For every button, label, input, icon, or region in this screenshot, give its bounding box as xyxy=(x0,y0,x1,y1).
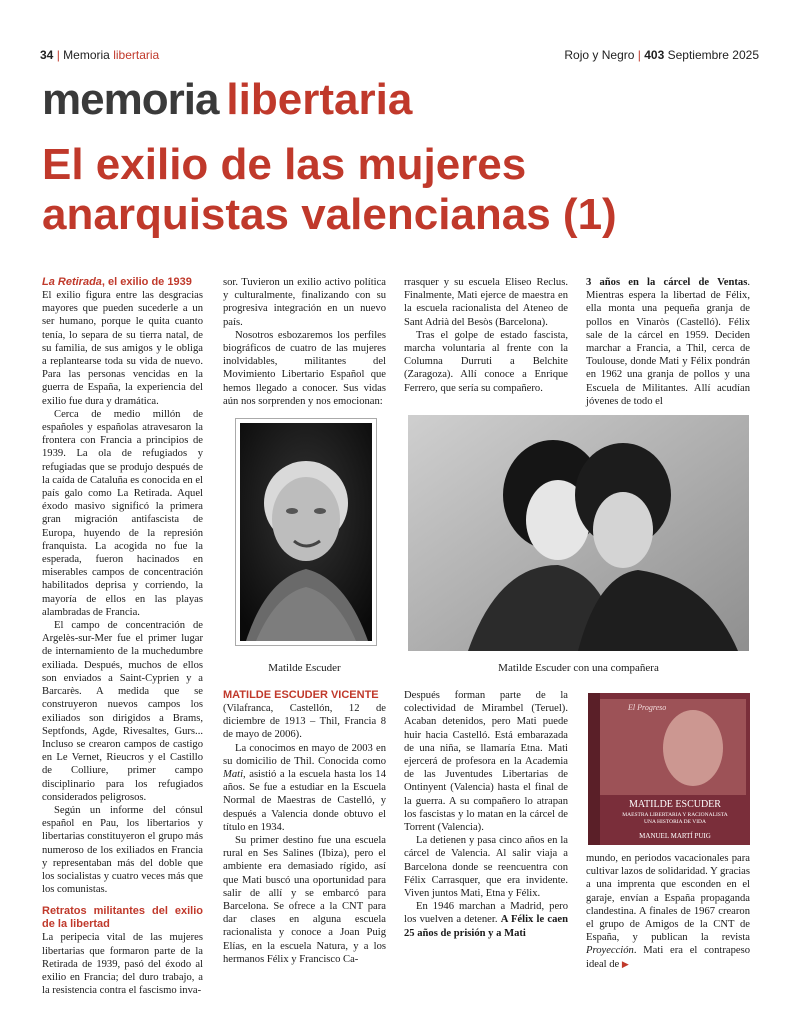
wide-photo-caption: Matilde Escuder con una compañera xyxy=(498,662,659,674)
issue-date: Septiembre 2025 xyxy=(667,48,759,62)
section-accent: libertaria xyxy=(113,48,160,62)
book-author: MANUEL MARTÍ PUIG xyxy=(639,832,711,840)
continue-arrow-icon: ▶ xyxy=(621,958,629,969)
col3-paragraph: En 1946 marchan a Madrid, pero los vuelven a detener. A Félix le caen 25 años de prisión y a Mati xyxy=(404,901,568,939)
column-3-top xyxy=(404,276,568,395)
issue-number: 403 xyxy=(644,48,665,62)
page-number: 34 xyxy=(40,48,54,62)
article-title: El exilio de las mujeres anarquistas valencianas (1) xyxy=(42,140,617,239)
wide-photo xyxy=(408,415,749,651)
col3-paragraph: rrasquer y su escuela Eliseo Reclus. Finalmente, Mati ejerce de maestra en la escuela racionalista del Ateneo de Sant Adrià del Besòs (Barcelona). xyxy=(404,277,568,328)
col2-paragraph: sor. Tuvieron un exilio activo política y culturalmente, finalizando con su progresiva integración en un nuevo país. xyxy=(223,277,386,328)
col3-paragraph: Tras el golpe de estado fascista, marcha voluntaria al frente con la Columna Durruti a Belchite (Zaragoza). Allí conoce a Enrique Ferrero, que sería su compañero. xyxy=(404,329,568,394)
column-2-bottom xyxy=(223,689,386,966)
portrait-image xyxy=(236,419,376,645)
col4-paragraph: mundo, en periodos vacacionales para cultivar lazos de solidaridad. Y gracias a una imprenta que esconden en el garaje, envían a España propaganda clandestina. A finales de 1967 crearon el grupo de Amigos de la CNT de España, y publican la revista Proyección. Mati era el contrapeso ideal de ▶ xyxy=(586,853,750,970)
book-title: MATILDE ESCUDER xyxy=(629,799,721,810)
column-4-top xyxy=(586,276,750,408)
wide-photo-image xyxy=(408,415,749,651)
book-cover xyxy=(588,693,750,845)
col2-heading: MATILDE ESCUDER VICENTE xyxy=(223,689,379,701)
col2-paragraph: (Vilafranca, Castellón, 12 de diciembre de 1913 – Thil, Francia 8 de mayo de 2006). xyxy=(223,703,386,741)
book-subtitle-2: UNA HISTORIA DE VIDA xyxy=(644,819,706,825)
col1-heading-2: Retratos militantes del exilio de la libertad xyxy=(42,905,203,931)
book-subtitle: MAESTRA LIBERTARIA Y RACIONALISTA xyxy=(622,812,728,818)
book-top-text: El Progreso xyxy=(628,703,667,712)
section-name: Memoria xyxy=(63,48,110,62)
col3-paragraph: Después forman parte de la colectividad de Mirambel (Teruel). Acaban detenidos, pero Mati puede huir hacia Castelló. Está embarazada de una niña, se llamaría Etna. Mati ejercerá de profesora en la Academia de las Juventudes Libertarias de Ontinyent (Valencia) hasta el final de la guerra. A su compañero lo atrapan los fascistas y lo matan en la cárcel de Torrent (Valencia). xyxy=(404,690,568,834)
col2-paragraph: La conocimos en mayo de 2003 en su domicilio de Thil. Conocida como Mati, asistió a la escuela hasta los 14 años. Se fue a estudiar en la Escuela Normal de Maestras de Castelló, y después a Valencia donde obtuvo el título en 1934. xyxy=(223,742,386,833)
col1-paragraph: Según un informe del cónsul español en Pau, los libertarios y libertarias constituyeron el grupo más numeroso de los exiliados en Francia y representaban más del doble que los socialistas y cuatro veces más que los comunistas. xyxy=(42,804,203,896)
section-title xyxy=(42,74,412,126)
col3-paragraph: La detienen y pasa cinco años en la cárcel de Valencia. Al salir viaja a Barcelona donde se reencuentra con Félix Carrasquer, que era invidente. Viven juntos Mati, Etna y Félix. xyxy=(404,835,568,900)
page-header-left: 34 | Memoria libertaria xyxy=(40,48,160,62)
portrait-photo xyxy=(235,418,377,646)
col2-paragraph: Su primer destino fue una escuela rural en Ses Salines (Ibiza), pero el ambiente era demasiado rígido, así que Mati buscó una oportunidad para salir de allí y se embarcó para Barcelona. Se ofrece a la CNT para dar clases en alguna escuela racionalista y conoce a Joan Puig Elías, en la escuela Natura, y a los hermanos Félix y Francisco Ca- xyxy=(223,835,386,965)
column-4-bottom xyxy=(586,852,750,971)
column-1 xyxy=(42,276,203,997)
page-header-right: Rojo y Negro | 403 Septiembre 2025 xyxy=(564,48,759,62)
column-3-bottom xyxy=(404,689,568,940)
column-2-top xyxy=(223,276,386,408)
col1-paragraph: Cerca de medio millón de españoles y españolas atravesaron la frontera con Francia a principios de 1939. La ola de refugiados y refugiadas que se produjo después de la caída de Cataluña es conocida en el país galo como La Retirada. Aquel éxodo masivo significó la primera gran migración antifascista de Europa, huyendo de la represión franquista. La acogida no fue la esperada, fueron hacinados en miserables campos de concentración habilitados deprisa y corriendo, la mayoría de ellos en las playas alambradas de Francia. xyxy=(42,408,203,618)
section-title-dark: memoria xyxy=(42,75,219,124)
col1-paragraph: El exilio figura entre las desgracias mayores que pueden sucederle a un ser humano, porque le quita cuanto tenía, lo separa de su tierra natal, de su familia, de sus amigos y le obliga a replantearse toda su vida de nuevo. Para las personas vencidas en la guerra de España, la experiencia del exilio fue dura y dramática. xyxy=(42,290,203,407)
publication-name: Rojo y Negro xyxy=(564,48,635,62)
section-title-red: libertaria xyxy=(226,75,413,124)
col1-paragraph: El campo de concentración de Argelès-sur-Mer fue el primer lugar de internamiento de la muchedumbre exiliada. Después, muchos de ellos son enviados a Saint-Cyprien y a Barcarès. A medida que se construyeron nuevos campos los exiliados son dirigidos a Brams, Septfonds, Agde, Rivesaltes, Gurs... Incluso se crearon campos de castigo en Le Vernet, Rieucros y el Castillo de Colliure, primer campo disciplinario para los refugiados considerados peligrosos. xyxy=(42,620,203,803)
col4-paragraph: 3 años en la cárcel de Ventas. Mientras espera la libertad de Félix, ella monta una pequeña granja de pollos en Vinaròs (Castelló). Félix sale de la cárcel en 1959. Deciden marchar a Francia, a Thil, cerca de Toulouse, donde Mati y Félix pondrán en 1962 una granja de pollos y una Escuela de Militantes. Allí acudían jóvenes de todo el xyxy=(586,277,750,407)
col1-heading: La Retirada, el exilio de 1939 xyxy=(42,276,192,288)
portrait-caption: Matilde Escuder xyxy=(268,662,341,674)
col2-paragraph: Nosotros esbozaremos los perfiles biográficos de cuatro de las mujeres inolvidables, militantes del Movimiento Libertario Español que hemos llegado a conocer. Sus vidas aún nos sorprenden y nos emocionan: xyxy=(223,329,386,407)
col1-paragraph: La peripecia vital de las mujeres libertarias que formaron parte de la Retirada de 1939, pasó del éxodo al exilio en Francia; del duro trabajo, a la resistencia contra el fascismo inva- xyxy=(42,932,203,997)
